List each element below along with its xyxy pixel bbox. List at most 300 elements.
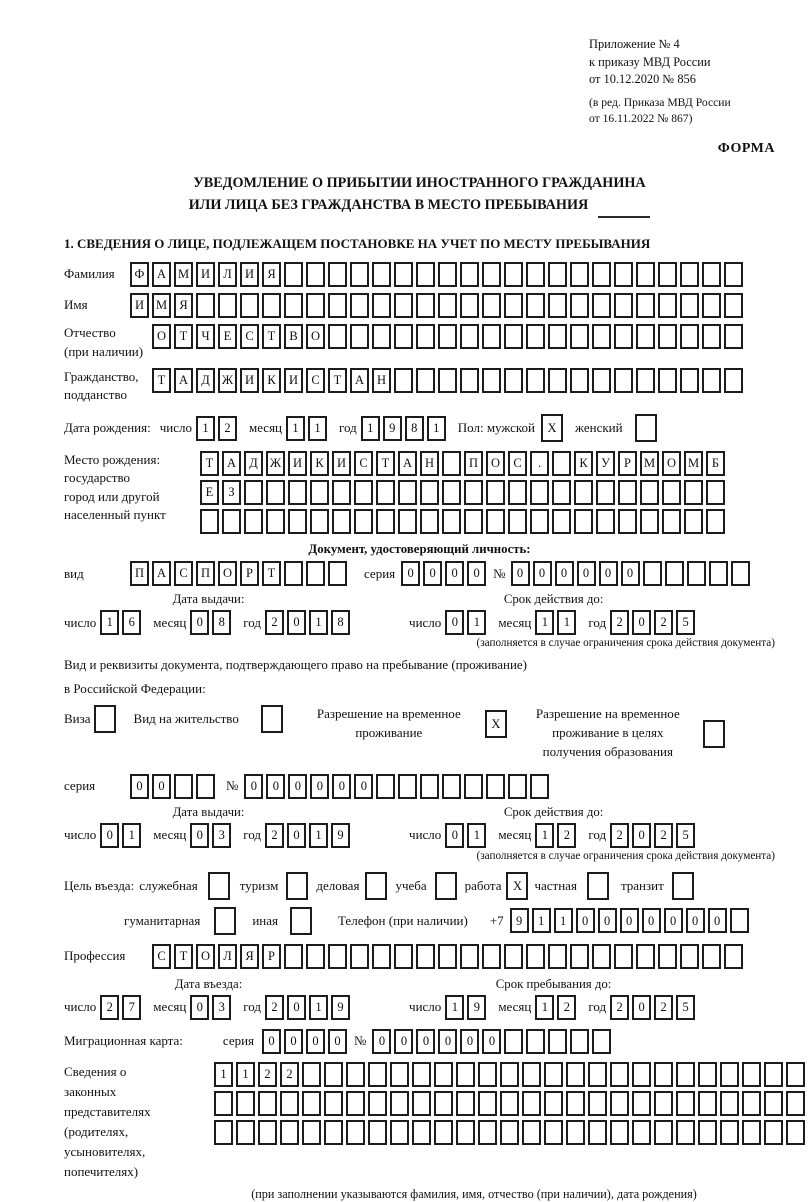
char-cell[interactable]: [614, 262, 633, 287]
char-cell[interactable]: Р: [618, 451, 637, 476]
char-cell[interactable]: [416, 262, 435, 287]
char-cell[interactable]: [442, 451, 461, 476]
male-checkbox[interactable]: [541, 414, 563, 442]
char-cell[interactable]: 1: [445, 995, 464, 1020]
char-cell[interactable]: 0: [460, 1029, 479, 1054]
char-cell[interactable]: [764, 1062, 783, 1087]
char-cell[interactable]: О: [152, 324, 171, 349]
char-cell[interactable]: [346, 1120, 365, 1145]
char-cell[interactable]: [435, 872, 457, 900]
char-cell[interactable]: [288, 480, 307, 505]
migration-series-cells[interactable]: [262, 1029, 350, 1054]
char-cell[interactable]: [376, 774, 395, 799]
char-cell[interactable]: Р: [262, 944, 281, 969]
char-cell[interactable]: [665, 561, 684, 586]
char-cell[interactable]: [302, 1062, 321, 1087]
char-cell[interactable]: 0: [152, 774, 171, 799]
char-cell[interactable]: 0: [190, 610, 209, 635]
char-cell[interactable]: 9: [383, 416, 402, 441]
char-cell[interactable]: С: [306, 368, 325, 393]
char-cell[interactable]: [658, 368, 677, 393]
char-cell[interactable]: [672, 872, 694, 900]
char-cell[interactable]: [592, 262, 611, 287]
char-cell[interactable]: [588, 1062, 607, 1087]
char-cell[interactable]: [464, 480, 483, 505]
char-cell[interactable]: С: [354, 451, 373, 476]
char-cell[interactable]: [244, 509, 263, 534]
char-cell[interactable]: [306, 944, 325, 969]
char-cell[interactable]: [350, 293, 369, 318]
residence-issue-year-cells[interactable]: [265, 823, 353, 848]
char-cell[interactable]: [548, 293, 567, 318]
char-cell[interactable]: [786, 1091, 805, 1116]
char-cell[interactable]: [460, 944, 479, 969]
char-cell[interactable]: [742, 1120, 761, 1145]
birth-place-cells-row3[interactable]: [200, 509, 728, 534]
char-cell[interactable]: [394, 262, 413, 287]
char-cell[interactable]: [526, 368, 545, 393]
char-cell[interactable]: [504, 944, 523, 969]
char-cell[interactable]: З: [222, 480, 241, 505]
doc-issue-day-cells[interactable]: [100, 610, 144, 635]
char-cell[interactable]: Л: [218, 262, 237, 287]
char-cell[interactable]: [731, 561, 750, 586]
char-cell[interactable]: 8: [331, 610, 350, 635]
char-cell[interactable]: [442, 774, 461, 799]
char-cell[interactable]: 2: [265, 995, 284, 1020]
char-cell[interactable]: [522, 1091, 541, 1116]
phone-cells[interactable]: [510, 908, 752, 933]
char-cell[interactable]: 0: [190, 995, 209, 1020]
doc-expiry-month-cells[interactable]: [535, 610, 579, 635]
char-cell[interactable]: [508, 480, 527, 505]
char-cell[interactable]: [478, 1062, 497, 1087]
char-cell[interactable]: [262, 293, 281, 318]
char-cell[interactable]: 0: [416, 1029, 435, 1054]
char-cell[interactable]: [522, 1120, 541, 1145]
birth-year-cells[interactable]: [361, 416, 449, 441]
patronymic-cells[interactable]: [152, 324, 746, 349]
char-cell[interactable]: 0: [287, 823, 306, 848]
char-cell[interactable]: [442, 509, 461, 534]
char-cell[interactable]: 3: [212, 823, 231, 848]
char-cell[interactable]: [376, 509, 395, 534]
char-cell[interactable]: Р: [240, 561, 259, 586]
char-cell[interactable]: [280, 1120, 299, 1145]
char-cell[interactable]: [442, 480, 461, 505]
char-cell[interactable]: 0: [130, 774, 149, 799]
char-cell[interactable]: [482, 944, 501, 969]
char-cell[interactable]: 2: [610, 823, 629, 848]
char-cell[interactable]: [438, 262, 457, 287]
char-cell[interactable]: [635, 414, 657, 442]
char-cell[interactable]: [398, 509, 417, 534]
char-cell[interactable]: [526, 293, 545, 318]
char-cell[interactable]: М: [640, 451, 659, 476]
char-cell[interactable]: 2: [557, 995, 576, 1020]
char-cell[interactable]: [640, 509, 659, 534]
char-cell[interactable]: [394, 944, 413, 969]
char-cell[interactable]: [522, 1062, 541, 1087]
char-cell[interactable]: [504, 293, 523, 318]
char-cell[interactable]: 0: [306, 1029, 325, 1054]
char-cell[interactable]: [698, 1091, 717, 1116]
stay-year-cells[interactable]: [610, 995, 698, 1020]
char-cell[interactable]: О: [196, 944, 215, 969]
char-cell[interactable]: [618, 480, 637, 505]
char-cell[interactable]: [658, 293, 677, 318]
char-cell[interactable]: 0: [482, 1029, 501, 1054]
char-cell[interactable]: [526, 324, 545, 349]
char-cell[interactable]: [632, 1120, 651, 1145]
char-cell[interactable]: [570, 1029, 589, 1054]
residence-issue-month-cells[interactable]: [190, 823, 234, 848]
char-cell[interactable]: 1: [309, 823, 328, 848]
char-cell[interactable]: 1: [535, 610, 554, 635]
char-cell[interactable]: [376, 480, 395, 505]
char-cell[interactable]: [328, 262, 347, 287]
char-cell[interactable]: [702, 262, 721, 287]
residence-expiry-month-cells[interactable]: [535, 823, 579, 848]
char-cell[interactable]: Я: [240, 944, 259, 969]
char-cell[interactable]: 2: [265, 823, 284, 848]
char-cell[interactable]: [390, 1120, 409, 1145]
char-cell[interactable]: [709, 561, 728, 586]
char-cell[interactable]: [350, 262, 369, 287]
doc-number-cells[interactable]: [511, 561, 753, 586]
char-cell[interactable]: [394, 324, 413, 349]
entry-day-cells[interactable]: [100, 995, 144, 1020]
char-cell[interactable]: 1: [196, 416, 215, 441]
char-cell[interactable]: [284, 293, 303, 318]
char-cell[interactable]: [684, 509, 703, 534]
char-cell[interactable]: [236, 1120, 255, 1145]
char-cell[interactable]: [416, 944, 435, 969]
char-cell[interactable]: [328, 324, 347, 349]
char-cell[interactable]: [724, 293, 743, 318]
char-cell[interactable]: 2: [258, 1062, 277, 1087]
char-cell[interactable]: 0: [100, 823, 119, 848]
char-cell[interactable]: [94, 705, 116, 733]
char-cell[interactable]: Н: [372, 368, 391, 393]
char-cell[interactable]: [552, 451, 571, 476]
char-cell[interactable]: 2: [654, 995, 673, 1020]
char-cell[interactable]: 2: [610, 995, 629, 1020]
char-cell[interactable]: [332, 509, 351, 534]
char-cell[interactable]: 1: [122, 823, 141, 848]
char-cell[interactable]: [328, 944, 347, 969]
char-cell[interactable]: [587, 872, 609, 900]
char-cell[interactable]: 2: [280, 1062, 299, 1087]
char-cell[interactable]: [354, 509, 373, 534]
char-cell[interactable]: 1: [554, 908, 573, 933]
char-cell[interactable]: 0: [632, 610, 651, 635]
char-cell[interactable]: [222, 509, 241, 534]
char-cell[interactable]: 1: [532, 908, 551, 933]
char-cell[interactable]: 0: [310, 774, 329, 799]
doc-issue-month-cells[interactable]: [190, 610, 234, 635]
birth-day-cells[interactable]: [196, 416, 240, 441]
char-cell[interactable]: 0: [632, 995, 651, 1020]
char-cell[interactable]: Е: [200, 480, 219, 505]
char-cell[interactable]: [662, 509, 681, 534]
char-cell[interactable]: [328, 561, 347, 586]
char-cell[interactable]: А: [174, 368, 193, 393]
char-cell[interactable]: X: [506, 872, 528, 900]
char-cell[interactable]: Ж: [218, 368, 237, 393]
char-cell[interactable]: [508, 774, 527, 799]
char-cell[interactable]: [702, 293, 721, 318]
char-cell[interactable]: 1: [286, 416, 305, 441]
char-cell[interactable]: 5: [676, 610, 695, 635]
char-cell[interactable]: [636, 368, 655, 393]
char-cell[interactable]: [438, 944, 457, 969]
doc-expiry-year-cells[interactable]: [610, 610, 698, 635]
char-cell[interactable]: 2: [654, 823, 673, 848]
char-cell[interactable]: 0: [401, 561, 420, 586]
char-cell[interactable]: П: [196, 561, 215, 586]
char-cell[interactable]: [464, 774, 483, 799]
char-cell[interactable]: [266, 509, 285, 534]
char-cell[interactable]: [724, 944, 743, 969]
char-cell[interactable]: [684, 480, 703, 505]
purpose-humanitarian-checkbox[interactable]: [214, 907, 236, 935]
char-cell[interactable]: [702, 324, 721, 349]
char-cell[interactable]: 5: [676, 995, 695, 1020]
char-cell[interactable]: Д: [244, 451, 263, 476]
char-cell[interactable]: [592, 324, 611, 349]
char-cell[interactable]: 1: [308, 416, 327, 441]
citizenship-cells[interactable]: [152, 368, 746, 393]
char-cell[interactable]: [288, 509, 307, 534]
stay-day-cells[interactable]: [445, 995, 489, 1020]
char-cell[interactable]: [365, 872, 387, 900]
char-cell[interactable]: 1: [535, 995, 554, 1020]
char-cell[interactable]: 1: [467, 823, 486, 848]
purpose-work-checkbox[interactable]: [506, 872, 528, 900]
char-cell[interactable]: [654, 1120, 673, 1145]
char-cell[interactable]: [676, 1062, 695, 1087]
char-cell[interactable]: [456, 1091, 475, 1116]
char-cell[interactable]: 0: [708, 908, 727, 933]
char-cell[interactable]: Я: [174, 293, 193, 318]
char-cell[interactable]: [680, 293, 699, 318]
char-cell[interactable]: [372, 944, 391, 969]
char-cell[interactable]: И: [240, 368, 259, 393]
char-cell[interactable]: 9: [467, 995, 486, 1020]
char-cell[interactable]: [500, 1120, 519, 1145]
migration-number-cells[interactable]: [372, 1029, 614, 1054]
char-cell[interactable]: 2: [610, 610, 629, 635]
char-cell[interactable]: 0: [632, 823, 651, 848]
char-cell[interactable]: 0: [467, 561, 486, 586]
char-cell[interactable]: [610, 1062, 629, 1087]
char-cell[interactable]: [332, 480, 351, 505]
char-cell[interactable]: [632, 1091, 651, 1116]
char-cell[interactable]: [200, 509, 219, 534]
char-cell[interactable]: П: [130, 561, 149, 586]
char-cell[interactable]: [526, 944, 545, 969]
char-cell[interactable]: И: [130, 293, 149, 318]
char-cell[interactable]: [548, 324, 567, 349]
char-cell[interactable]: К: [262, 368, 281, 393]
char-cell[interactable]: [610, 1091, 629, 1116]
char-cell[interactable]: Н: [420, 451, 439, 476]
char-cell[interactable]: И: [196, 262, 215, 287]
char-cell[interactable]: [174, 774, 193, 799]
char-cell[interactable]: [720, 1062, 739, 1087]
char-cell[interactable]: [284, 262, 303, 287]
char-cell[interactable]: 2: [557, 823, 576, 848]
char-cell[interactable]: [368, 1091, 387, 1116]
purpose-business-checkbox[interactable]: [365, 872, 387, 900]
char-cell[interactable]: Т: [262, 561, 281, 586]
char-cell[interactable]: [372, 324, 391, 349]
residence-expiry-year-cells[interactable]: [610, 823, 698, 848]
profession-cells[interactable]: [152, 944, 746, 969]
entry-month-cells[interactable]: [190, 995, 234, 1020]
char-cell[interactable]: П: [464, 451, 483, 476]
char-cell[interactable]: У: [596, 451, 615, 476]
char-cell[interactable]: С: [152, 944, 171, 969]
char-cell[interactable]: [302, 1091, 321, 1116]
char-cell[interactable]: .: [530, 451, 549, 476]
char-cell[interactable]: [412, 1091, 431, 1116]
char-cell[interactable]: Т: [376, 451, 395, 476]
char-cell[interactable]: А: [152, 561, 171, 586]
char-cell[interactable]: 0: [642, 908, 661, 933]
char-cell[interactable]: 0: [287, 995, 306, 1020]
char-cell[interactable]: [706, 480, 725, 505]
char-cell[interactable]: [504, 262, 523, 287]
char-cell[interactable]: [614, 944, 633, 969]
char-cell[interactable]: 0: [328, 1029, 347, 1054]
char-cell[interactable]: [636, 324, 655, 349]
char-cell[interactable]: 0: [190, 823, 209, 848]
char-cell[interactable]: [544, 1062, 563, 1087]
visa-checkbox[interactable]: [94, 705, 116, 733]
char-cell[interactable]: [544, 1120, 563, 1145]
char-cell[interactable]: [742, 1091, 761, 1116]
char-cell[interactable]: Т: [328, 368, 347, 393]
char-cell[interactable]: [706, 509, 725, 534]
char-cell[interactable]: [658, 324, 677, 349]
doc-issue-year-cells[interactable]: [265, 610, 353, 635]
char-cell[interactable]: [482, 293, 501, 318]
entry-year-cells[interactable]: [265, 995, 353, 1020]
purpose-other-checkbox[interactable]: [290, 907, 312, 935]
char-cell[interactable]: Ч: [196, 324, 215, 349]
char-cell[interactable]: [310, 509, 329, 534]
char-cell[interactable]: [530, 509, 549, 534]
char-cell[interactable]: А: [222, 451, 241, 476]
char-cell[interactable]: [596, 509, 615, 534]
char-cell[interactable]: [438, 293, 457, 318]
char-cell[interactable]: 0: [511, 561, 530, 586]
char-cell[interactable]: Д: [196, 368, 215, 393]
char-cell[interactable]: Т: [152, 368, 171, 393]
char-cell[interactable]: 6: [122, 610, 141, 635]
char-cell[interactable]: [460, 368, 479, 393]
char-cell[interactable]: [482, 368, 501, 393]
char-cell[interactable]: [434, 1120, 453, 1145]
char-cell[interactable]: [398, 480, 417, 505]
char-cell[interactable]: 0: [533, 561, 552, 586]
firstname-cells[interactable]: [130, 293, 746, 318]
char-cell[interactable]: 2: [654, 610, 673, 635]
char-cell[interactable]: [614, 293, 633, 318]
char-cell[interactable]: [328, 293, 347, 318]
char-cell[interactable]: [508, 509, 527, 534]
char-cell[interactable]: [434, 1091, 453, 1116]
char-cell[interactable]: [368, 1062, 387, 1087]
char-cell[interactable]: Б: [706, 451, 725, 476]
char-cell[interactable]: О: [662, 451, 681, 476]
char-cell[interactable]: 0: [354, 774, 373, 799]
char-cell[interactable]: 0: [621, 561, 640, 586]
stay-month-cells[interactable]: [535, 995, 579, 1020]
char-cell[interactable]: [610, 1120, 629, 1145]
char-cell[interactable]: [504, 324, 523, 349]
char-cell[interactable]: [302, 1120, 321, 1145]
char-cell[interactable]: Т: [200, 451, 219, 476]
char-cell[interactable]: [592, 944, 611, 969]
char-cell[interactable]: С: [174, 561, 193, 586]
char-cell[interactable]: [412, 1120, 431, 1145]
char-cell[interactable]: [420, 774, 439, 799]
char-cell[interactable]: [306, 262, 325, 287]
char-cell[interactable]: 0: [284, 1029, 303, 1054]
char-cell[interactable]: [643, 561, 662, 586]
char-cell[interactable]: 0: [686, 908, 705, 933]
char-cell[interactable]: [658, 944, 677, 969]
char-cell[interactable]: [566, 1120, 585, 1145]
char-cell[interactable]: [486, 509, 505, 534]
char-cell[interactable]: [354, 480, 373, 505]
char-cell[interactable]: [416, 324, 435, 349]
char-cell[interactable]: 0: [394, 1029, 413, 1054]
char-cell[interactable]: [258, 1091, 277, 1116]
char-cell[interactable]: 0: [372, 1029, 391, 1054]
char-cell[interactable]: [720, 1091, 739, 1116]
char-cell[interactable]: 2: [265, 610, 284, 635]
char-cell[interactable]: [214, 1120, 233, 1145]
char-cell[interactable]: [456, 1062, 475, 1087]
char-cell[interactable]: [500, 1062, 519, 1087]
char-cell[interactable]: [676, 1120, 695, 1145]
char-cell[interactable]: [346, 1091, 365, 1116]
char-cell[interactable]: 0: [332, 774, 351, 799]
char-cell[interactable]: 1: [467, 610, 486, 635]
char-cell[interactable]: [548, 1029, 567, 1054]
char-cell[interactable]: 0: [438, 1029, 457, 1054]
char-cell[interactable]: 9: [331, 995, 350, 1020]
char-cell[interactable]: [658, 262, 677, 287]
char-cell[interactable]: Т: [174, 324, 193, 349]
char-cell[interactable]: [464, 509, 483, 534]
char-cell[interactable]: 0: [287, 610, 306, 635]
char-cell[interactable]: [236, 1091, 255, 1116]
char-cell[interactable]: [218, 293, 237, 318]
char-cell[interactable]: А: [152, 262, 171, 287]
char-cell[interactable]: [310, 480, 329, 505]
char-cell[interactable]: [618, 509, 637, 534]
char-cell[interactable]: [244, 480, 263, 505]
char-cell[interactable]: [530, 774, 549, 799]
char-cell[interactable]: [306, 293, 325, 318]
char-cell[interactable]: [730, 908, 749, 933]
char-cell[interactable]: [764, 1120, 783, 1145]
